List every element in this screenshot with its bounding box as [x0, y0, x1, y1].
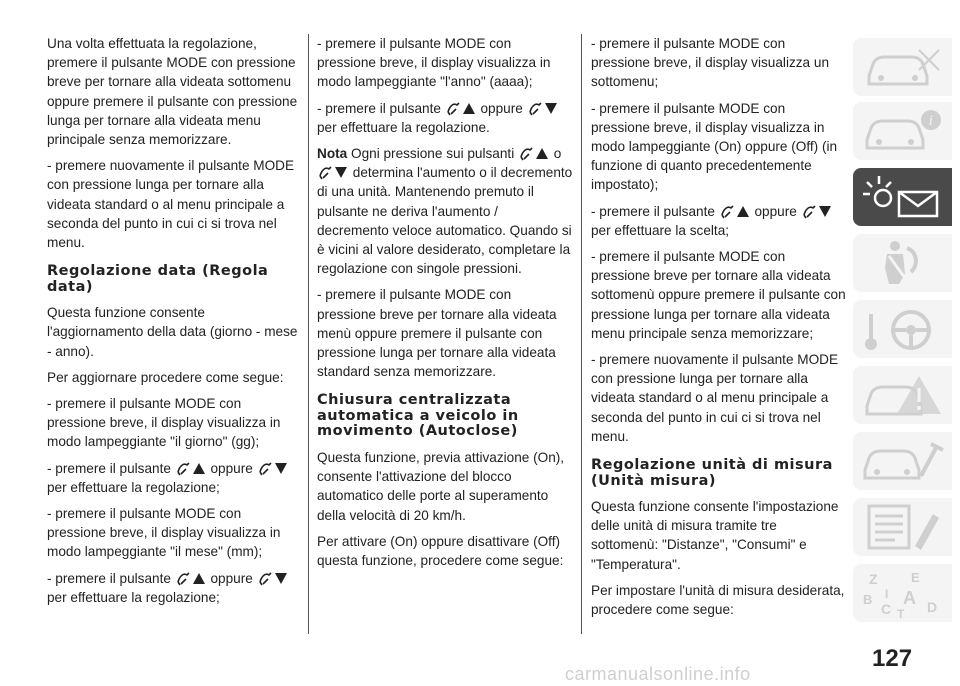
checklist-icon	[859, 502, 945, 552]
paragraph: - premere il pulsante MODE con pressione breve, il display visualizza un sottomenu;	[591, 36, 830, 90]
svg-text:A: A	[903, 588, 916, 608]
paragraph-with-buttons: - premere il pulsante oppure per effettuare la regolazione;	[47, 459, 299, 497]
paragraph: - premere il pulsante MODE con pressione breve per tornare alla videata sottomenù oppure premere il pulsante con pressione lunga per tornare alla videata menu principale senza memorizzare;	[591, 249, 846, 341]
paragraph: - premere il pulsante MODE con pressione breve, il display visualizza in modo lampeggiante "il mese" (mm);	[47, 506, 281, 560]
paragraph: Per aggiornare procedere come segue:	[47, 369, 284, 385]
text-column-1	[47, 34, 299, 614]
paragraph-with-buttons: - premere il pulsante oppure per effettuare la regolazione.	[317, 99, 573, 137]
warning-light-mail-icon	[859, 172, 945, 222]
paragraph: Questa funzione consente l'impostazione delle unità di misura tramite tre sottomenù: "Distanze", "Consumi" e "Temperatura".	[591, 499, 839, 572]
svg-text:E: E	[911, 570, 920, 585]
button-up-icon	[720, 203, 750, 219]
text-column-3	[591, 34, 846, 626]
column-divider	[581, 34, 582, 634]
paragraph: Questa funzione, previa attivazione (On), consente l'attivazione del blocco automatico delle porte al superamento della velocità di 20 km/h.	[317, 449, 565, 523]
tab-car-front[interactable]	[853, 38, 952, 96]
paragraph: - premere il pulsante MODE con pressione breve per tornare alla videata menù oppure premere il pulsante con pressione lunga per tornare alla videata standard senza memorizzare.	[317, 287, 557, 380]
paragraph: Per impostare l'unità di misura desiderata, procedere come segue:	[591, 582, 845, 618]
note-paragraph: Nota Ogni pressione sui pulsanti o determina l'aumento o il decremento di una unità. Mantenendo premuto il pulsante ne deriva l'aumento / decremento veloce automatico. Quando si è vicini al valore desiderato, completare la regolazione con singole pressioni.	[317, 146, 573, 277]
paragraph: Questa funzione consente l'aggiornamento della data (giorno - mese - anno).	[47, 305, 298, 359]
button-up-icon	[519, 145, 549, 161]
svg-text:T: T	[897, 607, 905, 618]
note-label: Nota	[317, 146, 348, 162]
paragraph-with-buttons: - premere il pulsante oppure per effettuare la regolazione;	[47, 569, 299, 607]
tab-car-info[interactable]	[853, 102, 952, 160]
tab-technical-data[interactable]	[853, 498, 952, 556]
watermark: carmanualsonline.info	[565, 664, 751, 684]
svg-text:D: D	[927, 599, 938, 615]
paragraph: - premere il pulsante MODE con pressione breve, il display visualizza in modo lampeggiante "l'anno" (aaaa);	[317, 36, 551, 90]
button-down-icon	[258, 570, 288, 586]
tab-index[interactable]	[853, 564, 952, 622]
page-number: 127	[872, 645, 913, 672]
svg-text:B: B	[863, 592, 873, 607]
button-down-icon	[802, 203, 832, 219]
button-up-icon	[446, 100, 476, 116]
button-down-icon	[258, 460, 288, 476]
tab-safety[interactable]	[853, 234, 952, 292]
car-breakdown-icon	[859, 370, 945, 420]
section-heading-autoclose: Chiusura centralizzata automatica a veicolo in movimento (Autoclose)	[317, 392, 519, 440]
svg-text:i: i	[928, 114, 934, 129]
paragraph: Una volta effettuata la regolazione, premere il pulsante MODE con pressione breve per tornare alla videata sottomenu oppure premere il pulsante con pressione lunga per tornare alla videata menu principale senza memorizzare.	[47, 36, 298, 148]
paragraph: - premere nuovamente il pulsante MODE con pressione lunga per tornare alla videata standard o al menu principale a seconda del punto in cui ci si trova nel menu.	[47, 158, 295, 251]
text-column-2	[317, 34, 573, 577]
button-down-icon	[528, 100, 558, 116]
paragraph: - premere il pulsante MODE con pressione breve, il display visualizza in modo lampeggiante "il giorno" (gg);	[47, 396, 281, 450]
paragraph: - premere il pulsante MODE con pressione breve, il display visualizza in modo lampeggiante (On) oppure (Off) (in funzione di quanto precedentemente impostato);	[591, 100, 838, 193]
section-heading-units: Regolazione unità di misura (Unità misura)	[591, 457, 833, 489]
svg-text:I: I	[885, 587, 889, 601]
paragraph: Per attivare (On) oppure disattivare (Off) questa funzione, procedere come segue:	[317, 533, 564, 568]
paragraph-with-buttons: - premere il pulsante oppure per effettuare la scelta;	[591, 202, 846, 240]
button-up-icon	[176, 460, 206, 476]
tab-starting-driving[interactable]	[853, 300, 952, 358]
tab-warning-lights[interactable]	[853, 168, 952, 226]
section-heading-date: Regolazione data (Regola data)	[47, 263, 269, 295]
tab-service[interactable]	[853, 432, 952, 490]
button-down-icon	[318, 164, 348, 180]
alphabet-index-icon	[859, 568, 945, 618]
svg-text:C: C	[881, 601, 892, 617]
button-up-icon	[176, 570, 206, 586]
chapter-tabs	[853, 30, 952, 650]
tab-emergency[interactable]	[853, 366, 952, 424]
steering-wheel-key-icon	[859, 304, 945, 354]
car-info-icon	[859, 106, 945, 156]
svg-text:Z: Z	[869, 571, 878, 587]
paragraph: - premere nuovamente il pulsante MODE con pressione lunga per tornare alla videata standard o al menu principale a seconda del punto in cui ci si trova nel menu.	[591, 352, 839, 444]
column-divider	[308, 34, 309, 634]
airbag-seatbelt-icon	[859, 238, 945, 288]
car-service-icon	[859, 436, 945, 486]
car-front-icon	[859, 42, 945, 92]
